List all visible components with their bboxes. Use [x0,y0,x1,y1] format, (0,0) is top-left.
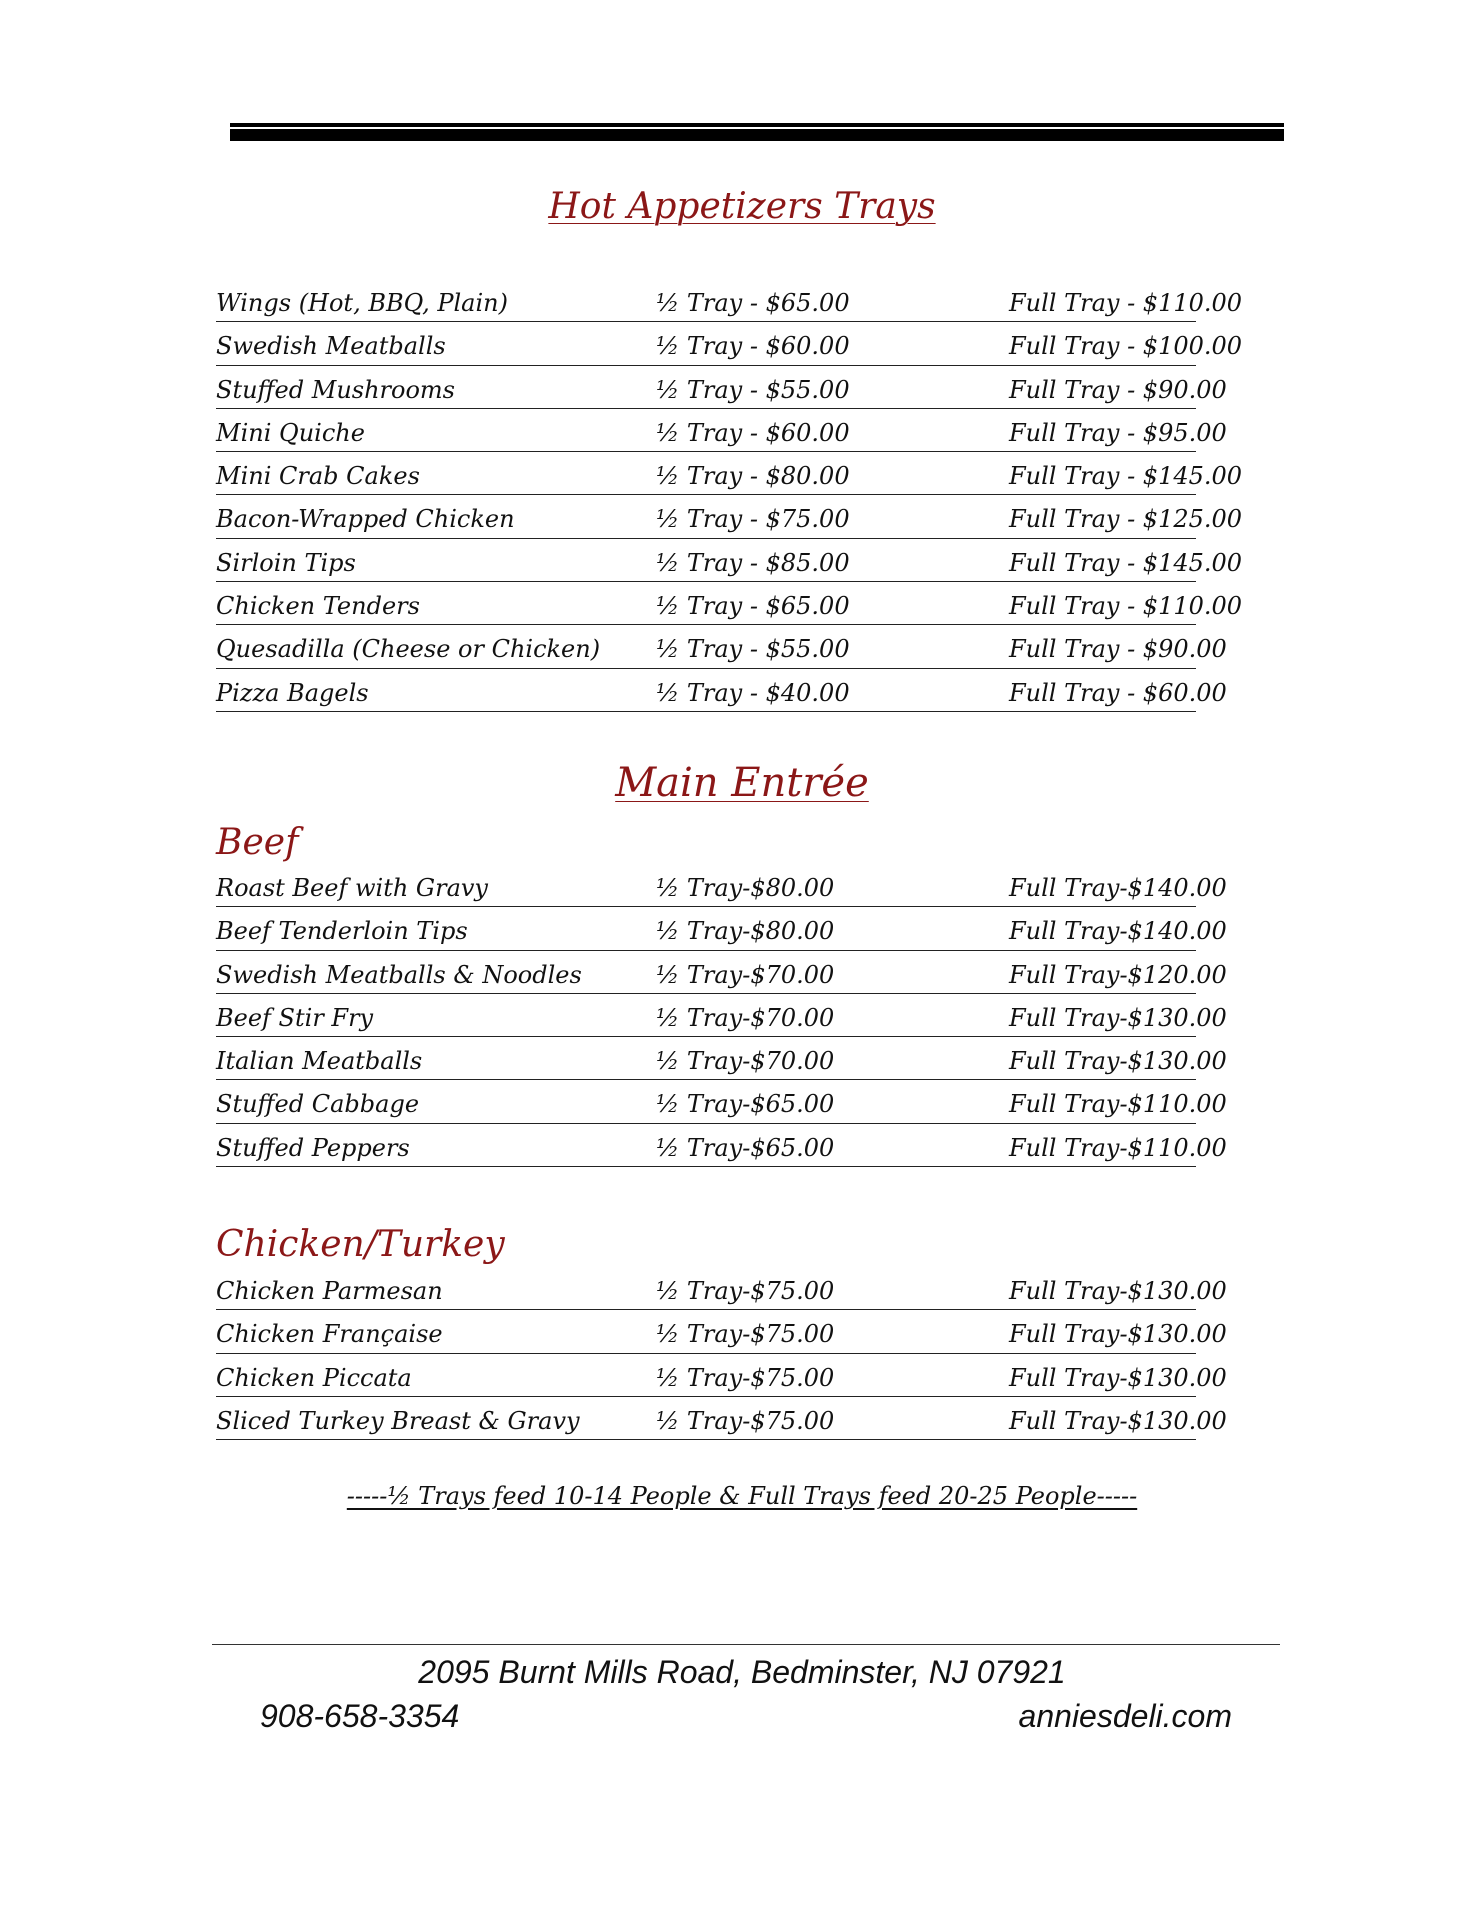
menu-item-row [216,1273,1227,1316]
full-tray-price: Full Tray-$110.00 [1009,1133,1227,1162]
row-underline [216,1036,1196,1037]
item-name: Mini Quiche [216,418,365,447]
beef-subheading: Beef [216,822,299,863]
item-name: Quesadilla (Cheese or Chicken) [216,635,601,664]
footer-phone: 908-658-3354 [260,1698,460,1734]
half-tray-price: ½ Tray - $65.00 [656,592,850,621]
row-underline [216,581,1196,582]
menu-item-row [216,285,1243,328]
chicken-turkey-subheading: Chicken/Turkey [216,1224,505,1265]
item-name: Bacon-Wrapped Chicken [216,505,515,534]
item-name: Chicken Française [216,1320,443,1349]
row-underline [216,1123,1196,1124]
full-tray-price: Full Tray-$130.00 [1009,1320,1227,1349]
menu-item-row [216,1360,1227,1403]
menu-item-row [216,870,1227,913]
menu-item-row [216,1316,1227,1359]
half-tray-price: ½ Tray - $60.00 [656,418,850,447]
menu-item-row [216,458,1243,501]
full-tray-price: Full Tray-$130.00 [1009,1406,1227,1435]
full-tray-price: Full Tray-$140.00 [1009,917,1227,946]
half-tray-price: ½ Tray-$80.00 [656,917,835,946]
menu-item-row [216,1403,1227,1446]
half-tray-price: ½ Tray - $85.00 [656,548,850,577]
full-tray-price: Full Tray - $110.00 [1009,592,1243,621]
item-name: Beef Stir Fry [216,1003,374,1032]
menu-item-row [216,1086,1227,1129]
footer-address: 2095 Burnt Mills Road, Bedminster, NJ 07921 [418,1654,1066,1690]
full-tray-price: Full Tray - $90.00 [1009,635,1227,664]
item-name: Stuffed Peppers [216,1133,410,1162]
menu-item-row [216,328,1243,371]
half-tray-price: ½ Tray-$75.00 [656,1277,835,1305]
full-tray-price: Full Tray-$140.00 [1009,874,1227,902]
full-tray-price: Full Tray-$120.00 [1009,960,1227,989]
half-tray-price: ½ Tray - $55.00 [656,375,850,404]
item-name: Stuffed Cabbage [216,1090,420,1119]
hot-appetizers-heading: Hot Appetizers Trays [548,186,936,227]
row-underline [216,1079,1196,1080]
menu-item-row [216,913,1227,956]
menu-item-row [216,631,1227,674]
item-name: Chicken Piccata [216,1363,412,1392]
row-underline [216,993,1196,994]
row-underline [216,321,1196,322]
row-underline [216,668,1196,669]
menu-item-row [216,545,1243,588]
full-tray-price: Full Tray - $125.00 [1009,505,1243,534]
half-tray-price: ½ Tray-$75.00 [656,1363,835,1392]
half-tray-price: ½ Tray - $55.00 [656,635,850,664]
item-name: Swedish Meatballs & Noodles [216,960,582,989]
row-underline [216,711,1196,712]
hot-appetizers-list [216,285,1243,718]
row-underline [216,1439,1196,1440]
half-tray-price: ½ Tray-$70.00 [656,1003,835,1032]
full-tray-price: Full Tray - $100.00 [1009,332,1243,361]
full-tray-price: Full Tray-$130.00 [1009,1363,1227,1392]
item-name: Roast Beef with Gravy [216,874,488,902]
serving-note: -----½ Trays feed 10-14 People & Full Trays feed 20-25 People----- [346,1482,1138,1510]
full-tray-price: Full Tray-$130.00 [1009,1003,1227,1032]
half-tray-price: ½ Tray - $65.00 [656,289,850,317]
menu-item-row [216,588,1243,631]
full-tray-price: Full Tray - $145.00 [1009,462,1243,491]
row-underline [216,408,1196,409]
menu-item-row [216,1130,1227,1173]
full-tray-price: Full Tray - $60.00 [1009,678,1227,707]
row-underline [216,365,1196,366]
half-tray-price: ½ Tray - $80.00 [656,462,850,491]
item-name: Chicken Tenders [216,592,420,621]
row-underline [216,1396,1196,1397]
item-name: Sliced Turkey Breast & Gravy [216,1406,580,1435]
item-name: Italian Meatballs [216,1047,423,1076]
footer-website[interactable]: anniesdeli.com [1018,1698,1232,1734]
menu-item-row [216,1000,1227,1043]
full-tray-price: Full Tray - $95.00 [1009,418,1227,447]
item-name: Beef Tenderloin Tips [216,917,468,946]
full-tray-price: Full Tray-$130.00 [1009,1277,1227,1305]
full-tray-price: Full Tray-$110.00 [1009,1090,1227,1119]
row-underline [216,538,1196,539]
half-tray-price: ½ Tray-$75.00 [656,1320,835,1349]
row-underline [216,451,1196,452]
half-tray-price: ½ Tray - $40.00 [656,678,850,707]
footer-divider [212,1644,1280,1645]
half-tray-price: ½ Tray - $75.00 [656,505,850,534]
full-tray-price: Full Tray-$130.00 [1009,1047,1227,1076]
row-underline [216,1166,1196,1167]
beef-list [216,870,1227,1173]
half-tray-price: ½ Tray-$65.00 [656,1090,835,1119]
menu-item-row [216,501,1243,544]
header-rule [230,123,1284,141]
row-underline [216,950,1196,951]
row-underline [216,624,1196,625]
row-underline [216,494,1196,495]
menu-item-row [216,957,1227,1000]
half-tray-price: ½ Tray-$80.00 [656,874,835,902]
menu-item-row [216,1043,1227,1086]
item-name: Mini Crab Cakes [216,462,420,491]
full-tray-price: Full Tray - $110.00 [1009,289,1243,317]
item-name: Stuffed Mushrooms [216,375,455,404]
half-tray-price: ½ Tray-$70.00 [656,1047,835,1076]
half-tray-price: ½ Tray-$75.00 [656,1406,835,1435]
half-tray-price: ½ Tray-$65.00 [656,1133,835,1162]
row-underline [216,906,1196,907]
item-name: Pizza Bagels [216,678,369,707]
item-name: Chicken Parmesan [216,1277,443,1305]
item-name: Swedish Meatballs [216,332,446,361]
item-name: Wings (Hot, BBQ, Plain) [216,289,508,317]
half-tray-price: ½ Tray-$70.00 [656,960,835,989]
full-tray-price: Full Tray - $145.00 [1009,548,1243,577]
full-tray-price: Full Tray - $90.00 [1009,375,1227,404]
row-underline [216,1309,1196,1310]
menu-item-row [216,372,1227,415]
main-entree-heading: Main Entrée [615,760,869,806]
menu-item-row [216,415,1227,458]
item-name: Sirloin Tips [216,548,356,577]
half-tray-price: ½ Tray - $60.00 [656,332,850,361]
row-underline [216,1353,1196,1354]
menu-item-row [216,675,1227,718]
chicken-turkey-list [216,1273,1227,1446]
